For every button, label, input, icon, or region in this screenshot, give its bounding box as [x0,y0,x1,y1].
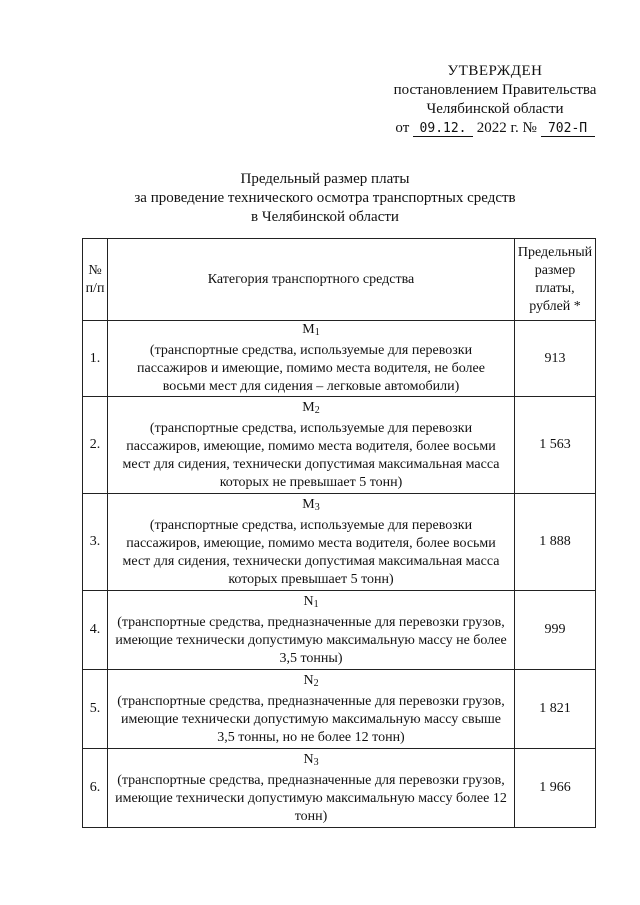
row-category [108,494,515,591]
table-header-row [83,239,596,321]
table-row [83,397,596,494]
category-description: (транспортные средства, используемые для перевозки пассажиров и имеющие, помимо места водителя, не более восьми мест для сидения – легковые автомобили) [137,343,485,394]
table-row [83,321,596,397]
approval-block [384,62,606,138]
row-fee: 1 888 [515,494,596,591]
approval-stamp: УТВЕРЖДЕН [447,63,543,79]
date-prefix: от [395,120,410,136]
category-code: $M_2$ [302,399,320,416]
category-description: (транспортные средства, используемые для перевозки пассажиров, имеющие, помимо места водителя, более восьми мест для сидения, технически допустимая максимальная масса которых не превышает 5 тонн) [122,420,500,490]
approval-date-line [384,119,606,138]
header-num: № п/п [83,239,108,321]
table-row [83,670,596,749]
category-description: (транспортные средства, предназначенные для перевозки грузов, имеющие технически допустимую максимальную массу свыше 3,5 тонны, но не более 12 тонн) [117,693,505,745]
approval-line-2: Челябинской области [426,101,564,117]
row-fee: 1 821 [515,670,596,749]
row-category [108,397,515,494]
row-num: 3. [83,494,108,591]
header-category: Категория транспортного средства [108,239,515,321]
title-line-2: за проведение технического осмотра транспортных средств [134,190,516,206]
year-text: 2022 г. № [476,120,537,136]
title-line-1: Предельный размер платы [240,171,410,187]
row-num: 6. [83,749,108,828]
row-category [108,321,515,397]
row-num: 1. [83,321,108,397]
resolution-number: 702-П [541,121,595,137]
row-fee: 1 966 [515,749,596,828]
category-code: $N_1$ [303,593,319,610]
category-code: $M_1$ [302,322,320,338]
row-num: 2. [83,397,108,494]
category-code: $N_3$ [303,751,319,768]
row-fee: 1 563 [515,397,596,494]
document-title [110,170,540,227]
row-category [108,670,515,749]
table-row [83,591,596,670]
table-row [83,494,596,591]
row-num: 4. [83,591,108,670]
category-description: (транспортные средства, предназначенные для перевозки грузов, имеющие технически допустимую максимальную массу более 12 тонн) [115,772,507,824]
row-num: 5. [83,670,108,749]
category-description: (транспортные средства, используемые для перевозки пассажиров, имеющие, помимо места водителя, более восьми мест для сидения, технически допустимая максимальная масса которых превышает 5 тонн) [122,517,500,587]
header-fee: Предельный размер платы, рублей * [515,239,596,321]
title-line-3: в Челябинской области [251,209,399,225]
row-category [108,749,515,828]
table-row [83,749,596,828]
date-value: 09.12. [413,121,473,137]
approval-line-1: постановлением Правительства [393,82,597,98]
row-fee: 913 [515,321,596,397]
category-description: (транспортные средства, предназначенные для перевозки грузов, имеющие технически допустимую максимальную массу не более 3,5 тонны) [115,614,507,666]
category-code: $N_2$ [303,672,319,689]
fee-table [82,238,596,828]
row-category [108,591,515,670]
category-code: $M_3$ [302,496,320,513]
row-fee: 999 [515,591,596,670]
